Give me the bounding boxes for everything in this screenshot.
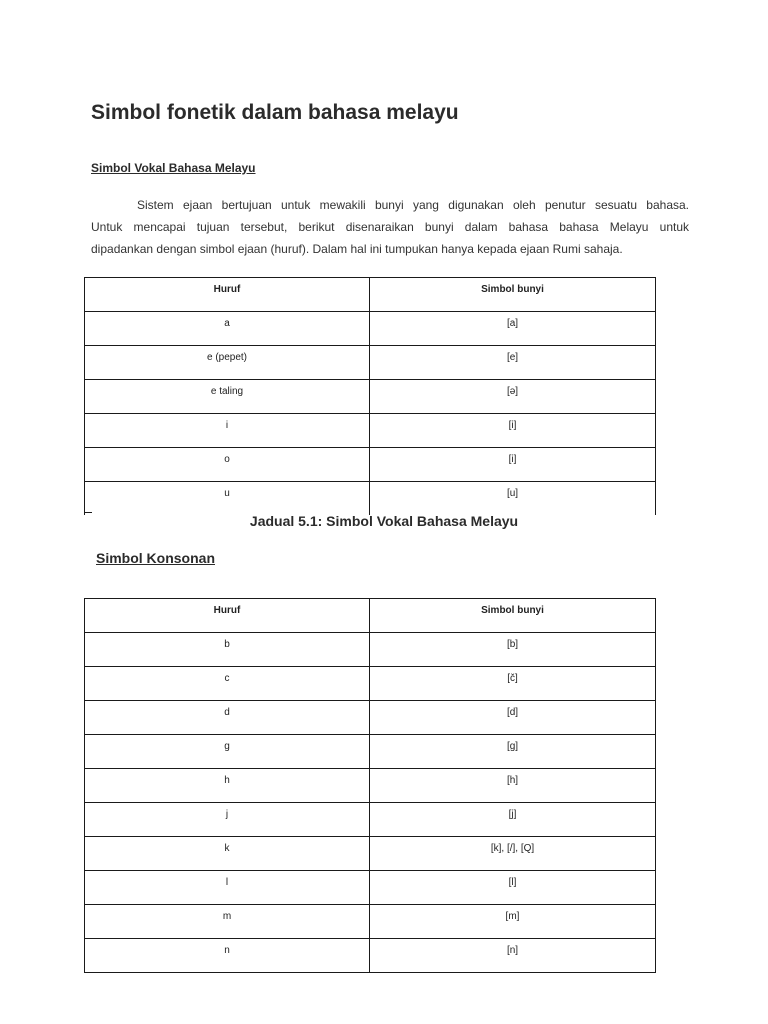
table-row (85, 448, 656, 482)
letter-cell: d (85, 701, 370, 735)
letter-cell: b (85, 633, 370, 667)
symbol-cell: [k], [/], [Q] (370, 837, 656, 871)
paragraph-line: Untuk mencapai tujuan tersebut, berikut disenaraikan bunyi dalam bahasa bahasa Melayu untuk (91, 220, 689, 234)
symbol-cell: [d] (370, 701, 656, 735)
column-header-huruf: Huruf (85, 599, 370, 633)
table-row (85, 667, 656, 701)
symbol-cell: [e] (370, 346, 656, 380)
column-header-simbol-bunyi: Simbol bunyi (370, 599, 656, 633)
table-row (85, 380, 656, 414)
vowel-section-heading: Simbol Vokal Bahasa Melayu (91, 161, 256, 175)
symbol-cell: [i] (370, 414, 656, 448)
letter-cell: e taling (85, 380, 370, 414)
symbol-cell: [ə] (370, 380, 656, 414)
letter-cell: g (85, 735, 370, 769)
consonant-section-heading: Simbol Konsonan (96, 550, 215, 566)
symbol-cell: [b] (370, 633, 656, 667)
intro-paragraph (91, 194, 689, 260)
symbol-cell: [m] (370, 905, 656, 939)
letter-cell: o (85, 448, 370, 482)
letter-cell: h (85, 769, 370, 803)
symbol-cell: [j] (370, 803, 656, 837)
symbol-cell: [č] (370, 667, 656, 701)
paragraph-line: Sistem ejaan bertujuan untuk mewakili bunyi yang digunakan oleh penutur sesuatu bahasa. (137, 198, 689, 212)
letter-cell: c (85, 667, 370, 701)
table-row (85, 837, 656, 871)
paragraph-line: dipadankan dengan simbol ejaan (huruf). Dalam hal ini tumpukan hanya kepada ejaan Rumi sahaja. (91, 242, 623, 256)
column-header-simbol-bunyi: Simbol bunyi (370, 278, 656, 312)
letter-cell: i (85, 414, 370, 448)
table-row (85, 414, 656, 448)
table-caption: Jadual 5.1: Simbol Vokal Bahasa Melayu (249, 513, 519, 529)
consonant-symbol-table (84, 598, 656, 973)
table-row (85, 482, 656, 516)
symbol-cell: [a] (370, 312, 656, 346)
letter-cell: k (85, 837, 370, 871)
letter-cell: l (85, 871, 370, 905)
table-row (85, 769, 656, 803)
symbol-cell: [i] (370, 448, 656, 482)
table-row (85, 803, 656, 837)
letter-cell: j (85, 803, 370, 837)
symbol-cell: [u] (370, 482, 656, 516)
letter-cell: a (85, 312, 370, 346)
table-header-row (85, 278, 656, 312)
vowel-symbol-table (84, 277, 656, 515)
table-row (85, 939, 656, 973)
page-title: Simbol fonetik dalam bahasa melayu (91, 101, 459, 124)
table-row (85, 735, 656, 769)
table-header-row (85, 599, 656, 633)
table-row (85, 871, 656, 905)
letter-cell: n (85, 939, 370, 973)
letter-cell: m (85, 905, 370, 939)
symbol-cell: [h] (370, 769, 656, 803)
letter-cell: e (pepet) (85, 346, 370, 380)
symbol-cell: [n] (370, 939, 656, 973)
table-row (85, 633, 656, 667)
table-row (85, 312, 656, 346)
column-header-huruf: Huruf (85, 278, 370, 312)
table-row (85, 346, 656, 380)
table-row (85, 701, 656, 735)
letter-cell: u (85, 482, 370, 516)
symbol-cell: [g] (370, 735, 656, 769)
table-row (85, 905, 656, 939)
symbol-cell: [l] (370, 871, 656, 905)
